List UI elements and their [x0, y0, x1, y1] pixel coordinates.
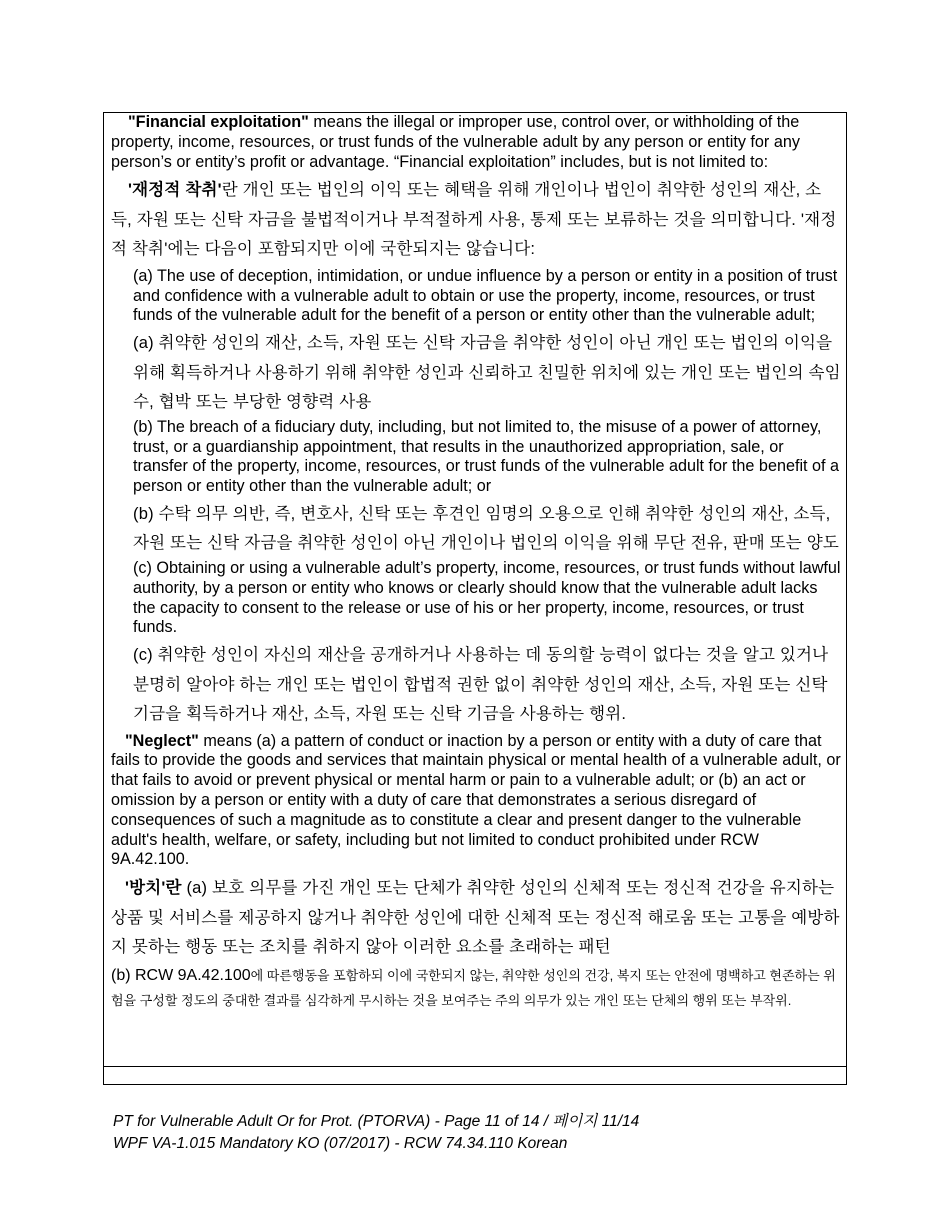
item-a-en: (a) The use of deception, intimidation, or undue influence by a person or entity in a position of trust and confidence with a vulnerable adult to obtain or use the property, income, resources, or trust funds of the vulnerable adult for the benefit of a person or entity other than the vulnerable adult; — [133, 266, 838, 325]
neglect-ko — [111, 874, 841, 963]
item-c-ko: (c) 취약한 성인이 자신의 재산을 공개하거나 사용하는 데 동의할 능력이 없다는 것을 알고 있거나 분명히 알아야 하는 개인 또는 법인이 합법적 권한 없이 취약한 성인의 재산, 소득, 자원 또는 신탁 기금을 획득하거나 재산, 소득, 자원 또는 신탁 기금을 사용하는 행위. — [133, 646, 829, 724]
frame-bottom-divider — [104, 1066, 846, 1067]
definitions-content — [111, 113, 841, 1013]
neglect-en-text: means (a) a pattern of conduct or inaction by a person or entity with a duty of care that fails to provide the goods and services that maintain physical or mental health of a vulnerable adult, or that fails to avoid or prevent physical or mental harm or pain to a vulnerable adult; or (b) an act or omission by a person or entity with a duty of care that demonstrates a serious disregard of consequences of such a magnitude as to constitute a clear and present danger to the vulnerable adult's health, welfare, or safety, including but not limited to conduct prohibited under RCW 9A.42.100. — [111, 731, 841, 869]
term-neglect-ko: '방치'란 — [125, 879, 182, 898]
term-neglect: "Neglect" — [125, 731, 199, 750]
item-b-ko: (b) 수탁 의무 의반, 즉, 변호사, 신탁 또는 후견인 임명의 오용으로 인해 취약한 성인의 재산, 소득, 자원 또는 신탁 자금을 취약한 성인이 아닌 개인이나 법인의 이익을 위해 무단 전유, 판매 또는 양도 — [133, 504, 839, 553]
neglect-en — [111, 732, 841, 871]
item-b-en: (b) The breach of a fiduciary duty, including, but not limited to, the misuse of a power of attorney, trust, or a guardianship appointment, that results in the unauthorized appropriation, sale, or transfer of the property, income, resources, or trust funds of the vulnerable adult for the benefit of a person or entity other than the vulnerable adult; or — [133, 417, 840, 496]
neglect-ko-b-lead: (b) RCW 9A.42.100 — [111, 966, 251, 984]
financial-exploitation-ko — [111, 176, 841, 265]
neglect-ko-b-text: 에 따른행동을 포함하되 이에 국한되지 않는, 취약한 성인의 건강, 복지 또는 안전에 명백하고 현존하는 위험을 구성할 정도의 중대한 결과를 심각하게 무시하는 것을 보여주는 주의 의무가 있는 개인 또는 단체의 행위 또는 부작위. — [111, 967, 836, 1008]
footer-line-1: PT for Vulnerable Adult Or for Prot. (PTORVA) - Page 11 of 14 / 페이지 11/14 — [113, 1113, 640, 1130]
financial-exploitation-en-text: means the illegal or improper use, control over, or withholding of the property, income, resources, or trust funds of the vulnerable adult by any person or entity for any person’s or entity’s profit or advantage. “Financial exploitation” includes, but is not limited to: — [111, 113, 800, 171]
financial-exploitation-en — [111, 113, 841, 172]
neglect-ko-b — [111, 963, 841, 1013]
item-a-ko: (a) 취약한 성인의 재산, 소득, 자원 또는 신탁 자금을 취약한 성인이 아닌 개인 또는 법인의 이익을 위해 획득하거나 사용하기 위해 취약한 성인과 신뢰하고 친밀한 위치에 있는 개인 또는 법인의 속임수, 협박 또는 부당한 영향력 사용 — [133, 334, 841, 412]
term-financial-exploitation-ko: '재정적 착취' — [128, 181, 222, 200]
term-financial-exploitation: "Financial exploitation" — [128, 113, 309, 131]
item-c-en: (c) Obtaining or using a vulnerable adult’s property, income, resources, or trust funds without lawful authority, by a person or entity who knows or clearly should know that the vulnerable adult lacks the capacity to consent to the release or use of his or her property, income, resources, or trust funds. — [133, 558, 841, 637]
neglect-ko-text: (a) 보호 의무를 가진 개인 또는 단체가 취약한 성인의 신체적 또는 정신적 건강을 유지하는 상품 및 서비스를 제공하지 않거나 취약한 성인에 대한 신체적 또는 정신적 해로움 또는 고통을 예방하지 못하는 행동 또는 조치를 취하지 않아 이러한 요소를 초래하는 패턴 — [111, 879, 840, 957]
page-footer — [113, 1111, 639, 1155]
footer-line-2: WPF VA-1.015 Mandatory KO (07/2017) - RCW 74.34.110 Korean — [113, 1135, 568, 1152]
financial-exploitation-ko-text: 란 개인 또는 법인의 이익 또는 혜택을 위해 개인이나 법인이 취약한 성인의 재산, 소득, 자원 또는 신탁 자금을 불법적이거나 부적절하게 사용, 통제 또는 보류하는 것을 의미합니다. '재정적 착취'에는 다음이 포함되지만 이에 국한되지는 않습니다: — [111, 181, 837, 259]
